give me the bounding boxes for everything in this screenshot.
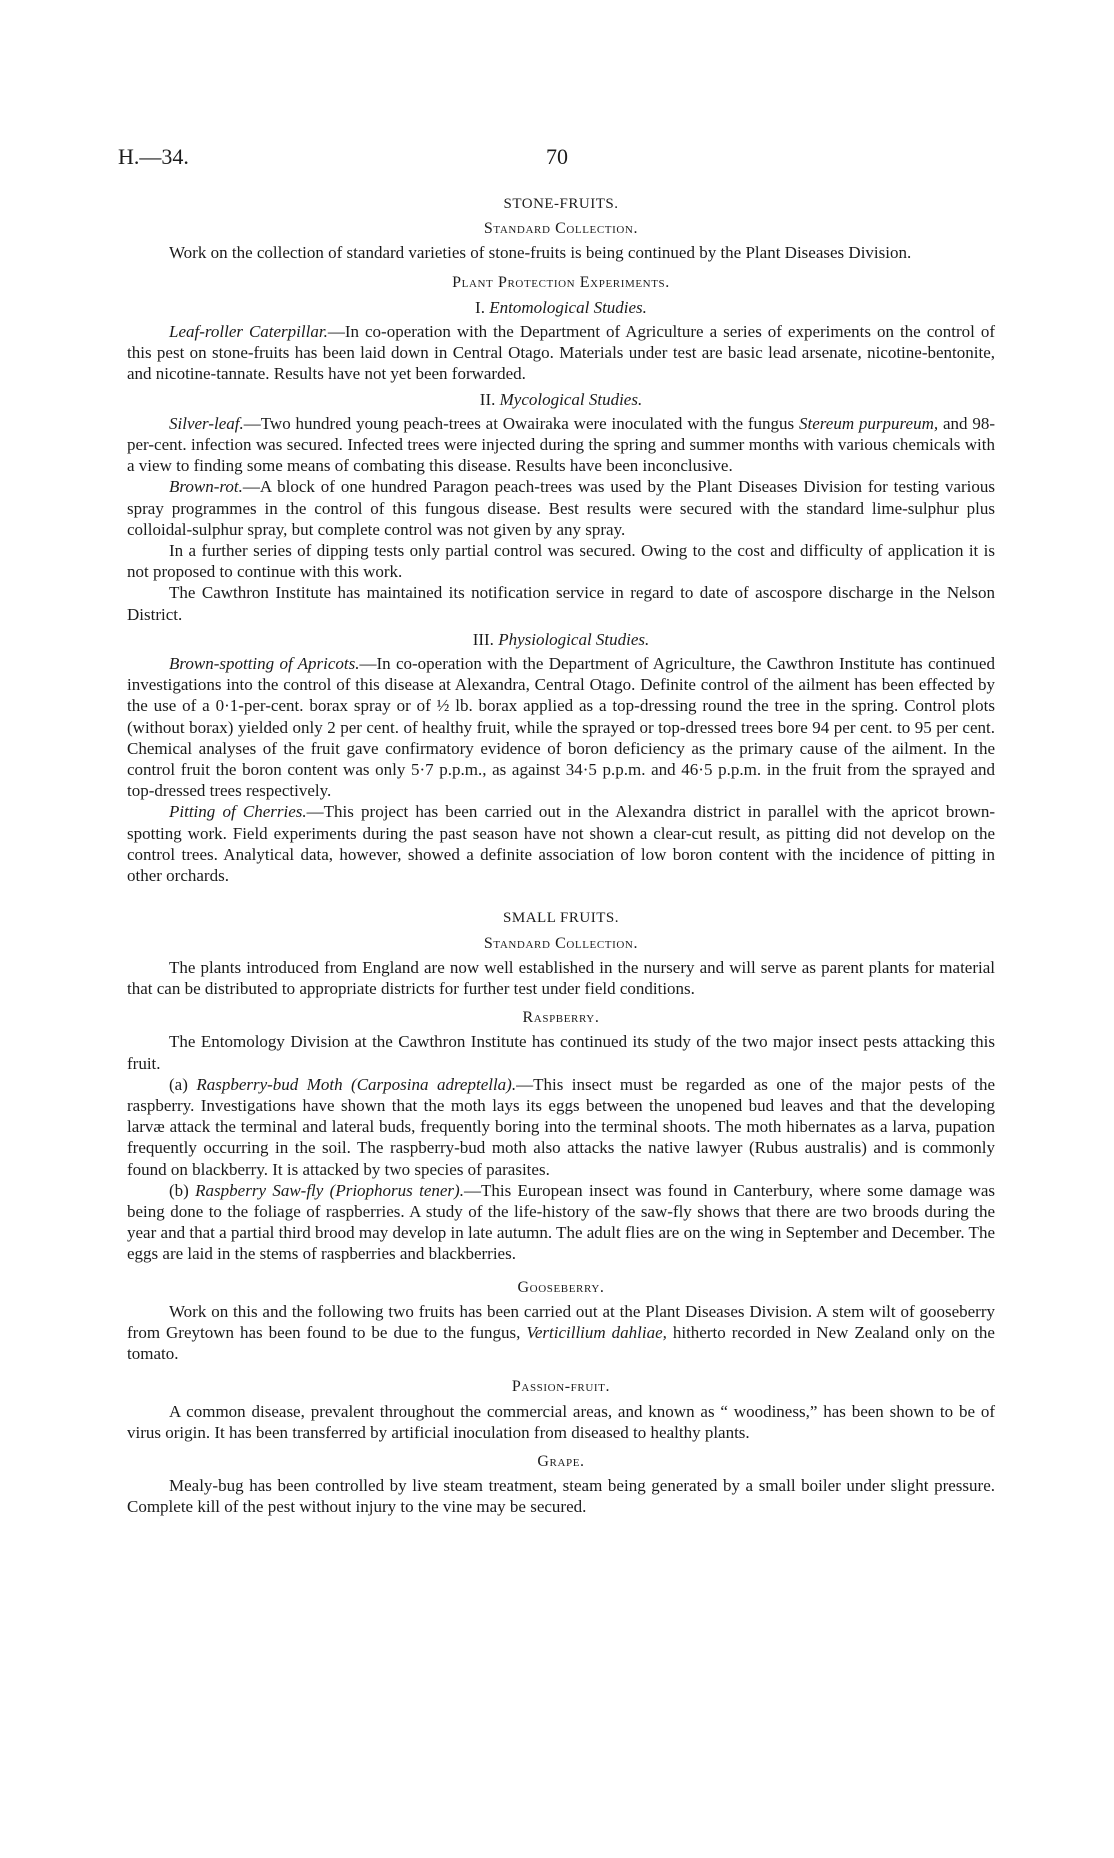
run-in-heading: Raspberry Saw-fly (Priophorus tener). (195, 1180, 464, 1200)
paragraph-text: —This insect must be regarded as one of the major pests of the raspberry. Investigations have shown that the moth lays its eggs between the unopened bud leaves and that the developing larvæ attack the terminal and lateral buds, frequently boring into the terminal shoots. The moth hibernates as a larva, pupation frequently occurring in the soil. The raspberry-bud moth also attacks the native lawyer (Rubus australis) and is commonly found on blackberry. It is attacked by two species of parasites. (127, 1074, 995, 1179)
subheading-gooseberry: Gooseberry. (517, 1278, 605, 1296)
paragraph-text: —In co-operation with the Department of Agriculture, the Cawthron Institute has continued investigations into the control of this disease at Alexandra, Central Otago. Definite control of the ailment has been effected by the use of a 0·1-per-cent. borax spray or of ½ lb. borax applied as a top-dressing round the tree in the spring. Control plots (without borax) yielded only 2 per cent. of healthy fruit, while the sprayed or top-dressed trees bore 94 per cent. to 95 per cent. Chemical analyses of the fruit gave confirmatory evidence of boron deficiency as the primary cause of the ailment. In the control fruit the boron content was only 5·7 p.p.m., as against 34·5 p.p.m. and 46·5 p.p.m. in the fruit from the sprayed and top-dressed trees respectively. (127, 654, 995, 801)
heading-entomological-studies (127, 297, 995, 318)
run-in-heading: Brown-rot. (169, 477, 243, 497)
heading-number: II. (479, 389, 496, 409)
subheading-grape: Grape. (537, 1452, 585, 1470)
subheading-standard-collection: Standard Collection. (483, 220, 639, 238)
paragraph-silver-leaf (127, 413, 995, 477)
paragraph-text: hitherto recorded in New Zealand only on the tomato. (127, 1322, 995, 1364)
heading-mycological-studies (127, 389, 995, 410)
subheading-plant-protection: Plant Protection Experiments. (452, 273, 670, 291)
paragraph-text: Work on this and the following two fruits has been carried out at the Plant Diseases Division. A stem wilt of gooseberry from Greytown has been found to be due to the fungus, (127, 1301, 995, 1342)
paragraph-brown-rot (127, 476, 995, 540)
paragraph-text: —This European insect was found in Canterbury, where some damage was being done to the foliage of raspberries. A study of the life-history of the saw-fly shows that there are two broods during the year and that a partial third brood may develop in late autumn. The adult flies are on the wing in September and December. The eggs are laid in the stems of raspberries and blackberries. (127, 1180, 996, 1264)
heading-text: Physiological Studies. (498, 629, 650, 649)
page-header (118, 146, 996, 174)
species-name: Stereum purpureum, (799, 413, 939, 433)
paragraph-raspberry-intro: The Entomology Division at the Cawthron Institute has continued its study of the two major insect pests attacking this fruit. (127, 1032, 995, 1073)
heading-text: Mycological Studies. (499, 389, 643, 409)
paragraph-text: and 98-per-cent. infection was secured. Infected trees were injected during the spring and summer months with various chemicals with a view to finding some means of combating this disease. Results have been inconclusive. (127, 413, 996, 476)
heading-number: I. (475, 297, 485, 317)
subheading-passion-fruit: Passion-fruit. (511, 1378, 611, 1396)
page-body (127, 194, 995, 1518)
list-marker: (a) (169, 1074, 197, 1094)
paragraph-text: —This project has been carried out in the Alexandra district in parallel with the apricot brown-spotting work. Field experiments during the past season have not shown a clear-cut result, as pitting did not develop on the control trees. Analytical data, however, showed a definite association of low boron content with the incidence of pitting in other orchards. (127, 802, 996, 886)
run-in-heading: Leaf-roller Caterpillar. (169, 322, 328, 342)
paragraph-grape: Mealy-bug has been controlled by live steam treatment, steam being generated by a small boiler under slight pressure. Complete kill of the pest without injury to the vine may be secured. (127, 1476, 995, 1517)
run-in-heading: Silver-leaf. (169, 413, 244, 433)
run-in-heading: Raspberry-bud Moth (Carposina adreptella). (196, 1074, 517, 1094)
subheading-raspberry: Raspberry. (522, 1009, 600, 1027)
paragraph-pitting-cherries (127, 801, 995, 886)
paragraph-raspberry-saw-fly (127, 1180, 995, 1265)
subheading-standard-collection: Standard Collection. (483, 934, 639, 952)
paragraph-leaf-roller (127, 321, 995, 385)
document-reference: H.—34. (118, 144, 189, 169)
paragraph-small-fruits-collection: The plants introduced from England are now well established in the nursery and will serve as parent plants for material that can be distributed to appropriate districts for further test under field conditions. (127, 957, 995, 998)
list-marker: (b) (169, 1180, 196, 1200)
run-in-heading: Brown-spotting of Apricots. (169, 654, 360, 674)
section-title-small-fruits: SMALL FRUITS. (503, 910, 619, 927)
paragraph-brown-spotting-apricots (127, 653, 995, 801)
paragraph-standard-collection: Work on the collection of standard varieties of stone-fruits is being continued by the Plant Diseases Division. (169, 243, 912, 263)
heading-text: Entomological Studies. (489, 297, 647, 317)
heading-physiological-studies (127, 629, 995, 650)
paragraph-dipping-tests: In a further series of dipping tests only partial control was secured. Owing to the cost and difficulty of application it is not proposed to continue with this work. (127, 541, 995, 582)
paragraph-passion-fruit: A common disease, prevalent throughout the commercial areas, and known as “ woodiness,” has been shown to be of virus origin. It has been transferred by artificial inoculation from diseased to healthy plants. (127, 1401, 995, 1442)
paragraph-raspberry-bud-moth (127, 1074, 995, 1180)
paragraph-text: —Two hundred young peach-trees at Owairaka were inoculated with the fungus (243, 413, 800, 433)
paragraph-text: —A block of one hundred Paragon peach-trees was used by the Plant Diseases Division for testing various spray programmes in the control of this fungous disease. Best results were secured with the standard lime-sulphur plus colloidal-sulphur spray, but complete control was not given by any spray. (127, 477, 995, 539)
paragraph-gooseberry (127, 1301, 995, 1365)
page-number: 70 (546, 144, 568, 169)
section-title-stone-fruits: STONE-FRUITS. (503, 196, 619, 212)
heading-number: III. (472, 629, 494, 649)
species-name: Verticillium dahliae, (526, 1322, 667, 1342)
paragraph-text: —In co-operation with the Department of Agriculture a series of experiments on the control of this pest on stone-fruits has been laid down in Central Otago. Materials under test are basic lead arsenate, nicotine-bentonite, and nicotine-tannate. Results have not yet been forwarded. (127, 322, 995, 384)
paragraph-cawthron-notification: The Cawthron Institute has maintained its notification service in regard to date of ascospore discharge in the Nelson District. (127, 583, 995, 624)
run-in-heading: Pitting of Cherries. (169, 802, 307, 822)
